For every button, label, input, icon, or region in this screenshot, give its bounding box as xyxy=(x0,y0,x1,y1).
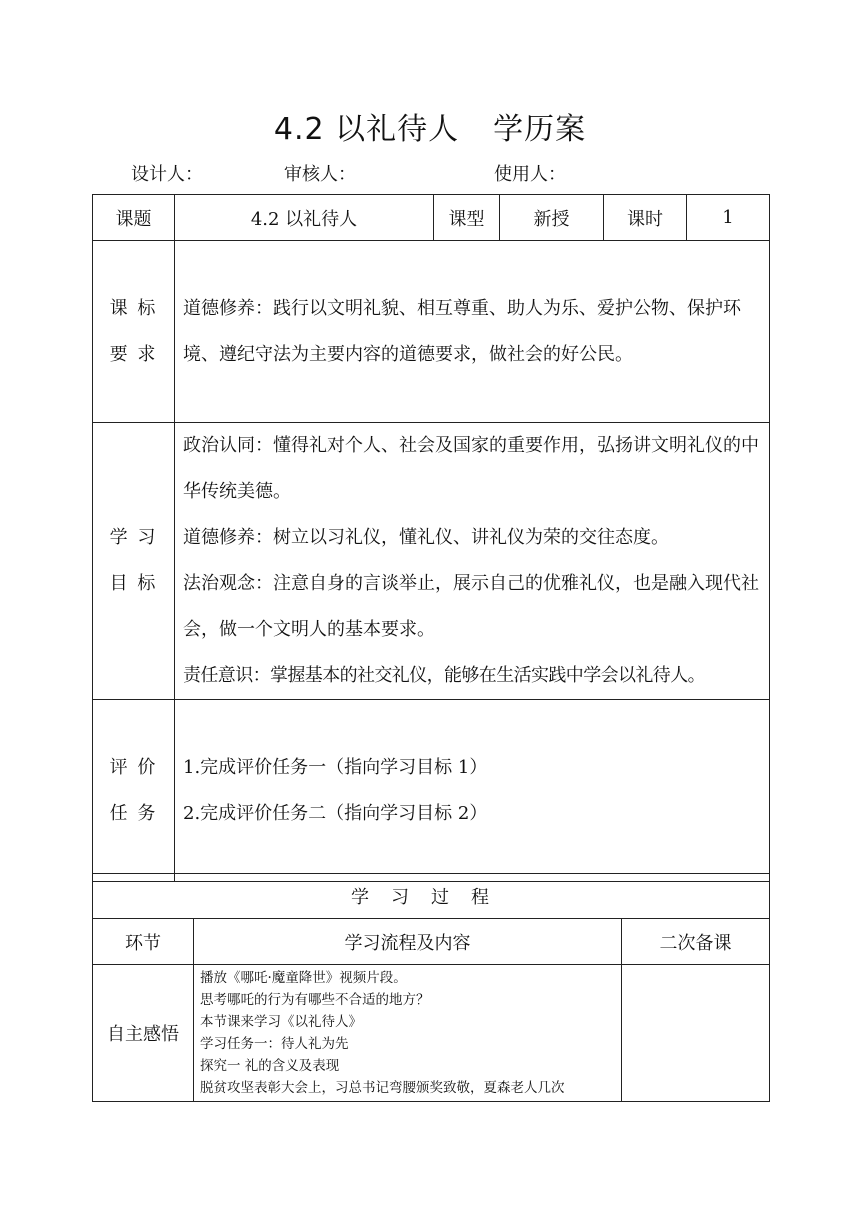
designer-label: 设计人： xyxy=(131,164,203,185)
standard-label-line1: 课 标 xyxy=(109,297,158,319)
goals-label-line1: 学 习 xyxy=(109,527,158,548)
content-line: 脱贫攻坚表彰大会上，习总书记弯腰颁奖致敬，夏森老人几次 xyxy=(200,1080,565,1096)
process-row xyxy=(93,965,770,1102)
process-heading: 学习过程 xyxy=(93,874,770,919)
evaluation-row xyxy=(93,700,770,882)
page-title xyxy=(0,104,860,148)
evaluation-item: 1.完成评价任务一（指向学习目标 1） xyxy=(183,756,488,778)
content-line: 本节课来学习《以礼待人》 xyxy=(200,1014,362,1030)
hours-value: 1 xyxy=(687,195,770,241)
process-prep xyxy=(622,965,770,1102)
lesson-info-table xyxy=(92,194,770,882)
evaluation-text xyxy=(175,700,770,882)
content-line: 学习任务一：待人礼为先 xyxy=(200,1036,349,1052)
type-value: 新授 xyxy=(500,195,604,241)
process-header-row xyxy=(93,919,770,965)
evaluation-label-line1: 评 价 xyxy=(109,756,158,778)
process-stage: 自主感悟 xyxy=(93,965,194,1102)
standard-label xyxy=(93,241,175,423)
learning-process-table xyxy=(92,873,770,1102)
goals-row xyxy=(93,423,770,700)
info-row xyxy=(93,195,770,241)
hours-label: 课时 xyxy=(604,195,687,241)
goal-item: 政治认同：懂得礼对个人、社会及国家的重要作用，弘扬讲文明礼仪的中华传统美德。 xyxy=(183,435,759,502)
title-main: 4.2 以礼待人 xyxy=(273,112,460,147)
topic-label: 课题 xyxy=(93,195,175,241)
evaluation-label xyxy=(93,700,175,882)
topic-value: 4.2 以礼待人 xyxy=(175,195,434,241)
process-heading-row xyxy=(93,874,770,919)
goal-item: 责任意识：掌握基本的社交礼仪，能够在生活实践中学会以礼待人。 xyxy=(183,665,705,686)
evaluation-item: 2.完成评价任务二（指向学习目标 2） xyxy=(183,802,488,824)
content-line: 思考哪吒的行为有哪些不合适的地方？ xyxy=(200,992,430,1008)
content-line: 播放《哪吒·魔童降世》视频片段。 xyxy=(200,970,407,986)
standard-text: 道德修养：践行以文明礼貌、相互尊重、助人为乐、爱护公物、保护环境、遵纪守法为主要内容的道德要求，做社会的好公民。 xyxy=(175,241,770,423)
process-content xyxy=(194,965,622,1102)
goal-item: 法治观念：注意自身的言谈举止，展示自己的优雅礼仪，也是融入现代社会，做一个文明人的基本要求。 xyxy=(183,573,759,640)
reviewer-label: 审核人： xyxy=(284,164,356,185)
standard-label-line2: 要 求 xyxy=(109,343,158,365)
goals-label xyxy=(93,423,175,700)
type-label: 课型 xyxy=(434,195,500,241)
col-stage-header: 环节 xyxy=(93,919,194,965)
col-content-header: 学习流程及内容 xyxy=(194,919,622,965)
col-prep-header: 二次备课 xyxy=(622,919,770,965)
user-label: 使用人： xyxy=(494,164,566,185)
content-line: 探究一 礼的含义及表现 xyxy=(200,1058,340,1074)
standard-row xyxy=(93,241,770,423)
goal-item: 道德修养：树立以习礼仪，懂礼仪、讲礼仪为荣的交往态度。 xyxy=(183,527,669,548)
title-sub: 学历案 xyxy=(493,112,587,147)
goals-label-line2: 目 标 xyxy=(109,573,158,594)
evaluation-label-line2: 任 务 xyxy=(109,802,158,824)
goals-text xyxy=(175,423,770,700)
